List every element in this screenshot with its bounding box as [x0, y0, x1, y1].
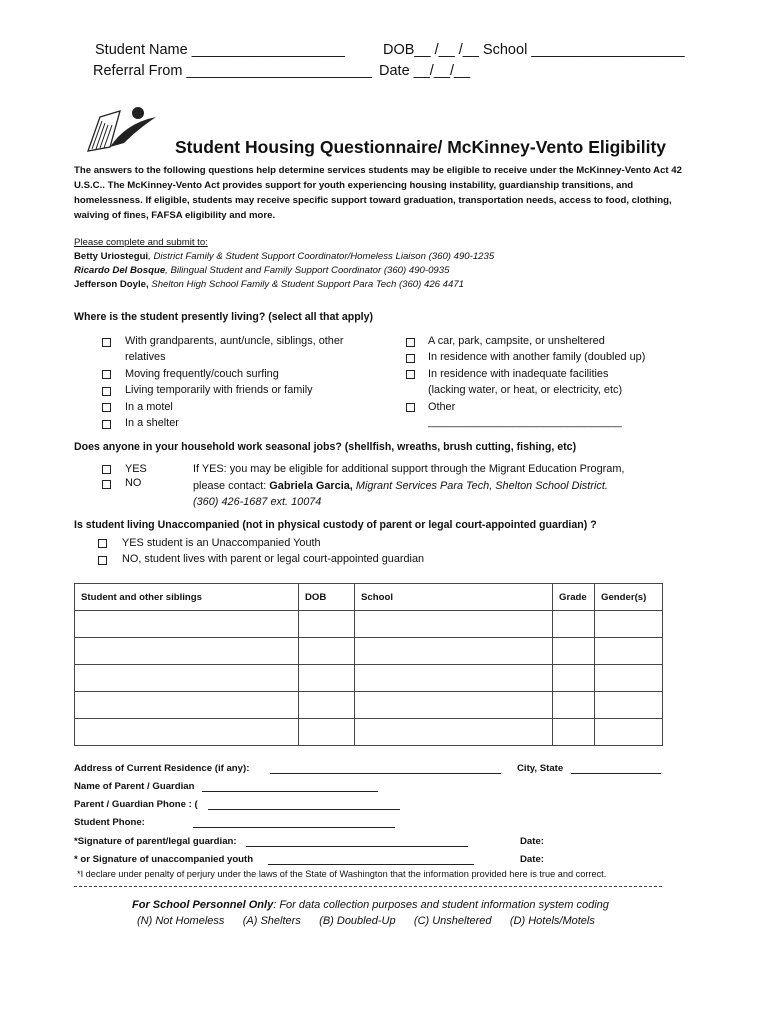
column-header: Student and other siblings [75, 584, 299, 611]
contact-name: Jefferson Doyle, [74, 279, 149, 290]
checkbox-other[interactable] [406, 403, 415, 412]
city-state-input[interactable] [571, 773, 661, 774]
table-cell[interactable] [553, 611, 595, 638]
table-cell[interactable] [355, 638, 553, 665]
option-label: NO, student lives with parent or legal court-appointed guardian [122, 553, 425, 565]
siblings-table [74, 583, 663, 746]
contact-name: Ricardo Del Bosque [74, 265, 166, 276]
checkbox-unaccompanied-no[interactable] [98, 556, 107, 565]
table-cell[interactable] [299, 638, 355, 665]
table-cell[interactable] [355, 719, 553, 746]
option-label: YES student is an Unaccompanied Youth [122, 537, 321, 549]
table-cell[interactable] [299, 611, 355, 638]
student-name-field[interactable]: Student Name ___________________ [95, 42, 345, 58]
table-cell[interactable] [299, 719, 355, 746]
date-label: Date: [520, 854, 544, 865]
table-cell[interactable] [553, 692, 595, 719]
student-phone-label: Student Phone: [74, 817, 145, 828]
table-cell[interactable] [355, 611, 553, 638]
option-label: (lacking water, or heat, or electricity, etc) [428, 384, 623, 396]
date-field[interactable]: Date __/__/__ [379, 63, 471, 79]
checkbox-seasonal-no[interactable] [102, 480, 111, 489]
table-row [75, 638, 663, 665]
option-label: With grandparents, aunt/uncle, siblings, other [125, 335, 344, 347]
option-label: Other [428, 401, 456, 413]
table-cell[interactable] [595, 638, 663, 665]
column-header: DOB [299, 584, 355, 611]
city-state-label: City, State [517, 763, 564, 774]
table-cell[interactable] [75, 638, 299, 665]
table-cell[interactable] [595, 665, 663, 692]
date-label: Date: [520, 836, 544, 847]
table-cell[interactable] [75, 665, 299, 692]
contact-name: Betty Uriostegui [74, 251, 149, 262]
table-row [75, 692, 663, 719]
contact-detail: , District Family & Student Support Coordinator/Homeless Liaison (360) 490-1235 [148, 251, 495, 262]
contact-item [74, 279, 464, 290]
table-cell[interactable] [75, 692, 299, 719]
table-cell[interactable] [553, 665, 595, 692]
perjury-declaration: *I declare under penalty of perjury under the laws of the State of Washington that the information provided here is true and correct. [77, 869, 607, 879]
checkbox-car-park[interactable] [406, 338, 415, 347]
checkbox-inadequate-facilities[interactable] [406, 370, 415, 379]
question-living-situation: Where is the student presently living? (select all that apply) [74, 311, 374, 323]
school-use-label: For School Personnel Only [132, 899, 274, 911]
option-label: Moving frequently/couch surfing [125, 368, 279, 380]
address-label: Address of Current Residence (if any): [74, 763, 250, 774]
option-label: Living temporarily with friends or family [125, 384, 313, 396]
other-input[interactable]: ________________________________ [428, 416, 622, 428]
checkbox-couch-surfing[interactable] [102, 370, 111, 379]
option-label: In residence with inadequate facilities [428, 368, 609, 380]
table-row [75, 719, 663, 746]
contact-item [74, 251, 494, 262]
signature-youth-input[interactable] [268, 864, 474, 865]
migrant-phone: (360) 426-1687 ext. 10074 [193, 496, 322, 508]
signature-youth-label: * or Signature of unaccompanied youth [74, 854, 254, 865]
contact-prefix: please contact: [193, 480, 270, 492]
checkbox-motel[interactable] [102, 403, 111, 412]
checkbox-seasonal-yes[interactable] [102, 465, 111, 474]
checkbox-friends-family[interactable] [102, 387, 111, 396]
table-cell[interactable] [595, 692, 663, 719]
divider [74, 886, 662, 887]
question-seasonal-jobs: Does anyone in your household work seasonal jobs? (shellfish, wreaths, brush cutting, fishing, etc) [74, 441, 577, 453]
question-unaccompanied: Is student living Unaccompanied (not in physical custody of parent or legal court-appointed guardian) ? [74, 519, 597, 531]
table-cell[interactable] [75, 719, 299, 746]
book-logo-icon [86, 103, 166, 155]
referral-from-field[interactable]: Referral From _______________________ [93, 63, 372, 79]
checkbox-unaccompanied-yes[interactable] [98, 539, 107, 548]
column-header: Gender(s) [595, 584, 663, 611]
address-input[interactable] [270, 773, 501, 774]
contact-name: Gabriela Garcia, [269, 480, 353, 492]
table-row [75, 611, 663, 638]
table-cell[interactable] [553, 638, 595, 665]
table-row [75, 665, 663, 692]
contacts-heading: Please complete and submit to: [74, 237, 208, 248]
checkbox-doubled-up[interactable] [406, 354, 415, 363]
checkbox-grandparents[interactable] [102, 338, 111, 347]
contact-detail: Migrant Services Para Tech, Shelton School District. [352, 480, 608, 492]
school-use-heading [132, 899, 609, 911]
column-header: Grade [553, 584, 595, 611]
student-phone-input[interactable] [193, 827, 395, 828]
option-label: YES [125, 463, 147, 475]
option-label: In a motel [125, 401, 173, 413]
school-use-text: : For data collection purposes and student information system coding [273, 899, 609, 911]
option-label: A car, park, campsite, or unsheltered [428, 335, 605, 347]
table-cell[interactable] [595, 611, 663, 638]
option-label: relatives [125, 351, 166, 363]
parent-phone-label: Parent / Guardian Phone : ( [74, 799, 198, 810]
checkbox-shelter[interactable] [102, 420, 111, 429]
table-cell[interactable] [75, 611, 299, 638]
table-header-row [75, 584, 663, 611]
parent-name-label: Name of Parent / Guardian [74, 781, 195, 792]
table-cell[interactable] [355, 665, 553, 692]
table-cell[interactable] [299, 692, 355, 719]
option-label: In residence with another family (doubled up) [428, 351, 646, 363]
page-title: Student Housing Questionnaire/ McKinney-Vento Eligibility [175, 137, 667, 157]
intro-paragraph: The answers to the following questions help determine services students may be eligible to receive under the McKinney-Vento Act 42 U.S.C.. The McKinney-Vento Act provides support for youth experiencing housing instability, guardianship transitions, and homelessness. If eligible, students may receive specific support toward graduation, transportation needs, access to food, clothing, waiving of fines, FAFSA eligibility and more. [74, 165, 682, 221]
signature-parent-label: *Signature of parent/legal guardian: [74, 836, 237, 847]
option-label: In a shelter [125, 417, 179, 429]
option-label: NO [125, 477, 142, 489]
table-cell[interactable] [355, 692, 553, 719]
migrant-note: If YES: you may be eligible for additional support through the Migrant Education Program, [193, 463, 625, 475]
contact-detail: , Bilingual Student and Family Support Coordinator (360) 490-0935 [165, 265, 450, 276]
table-cell[interactable] [299, 665, 355, 692]
coding-options: (N) Not Homeless (A) Shelters (B) Doubled-Up (C) Unsheltered (D) Hotels/Motels [137, 915, 595, 927]
table-cell[interactable] [595, 719, 663, 746]
parent-phone-input[interactable] [208, 809, 400, 810]
contact-detail: Shelton High School Family & Student Support Para Tech (360) 426 4471 [148, 279, 465, 290]
column-header: School [355, 584, 553, 611]
migrant-contact [193, 478, 608, 495]
table-cell[interactable] [553, 719, 595, 746]
dob-school-field[interactable]: DOB__ /__ /__ School ___________________ [383, 42, 685, 58]
signature-parent-input[interactable] [246, 846, 468, 847]
contact-item [74, 265, 449, 276]
parent-name-input[interactable] [202, 791, 378, 792]
